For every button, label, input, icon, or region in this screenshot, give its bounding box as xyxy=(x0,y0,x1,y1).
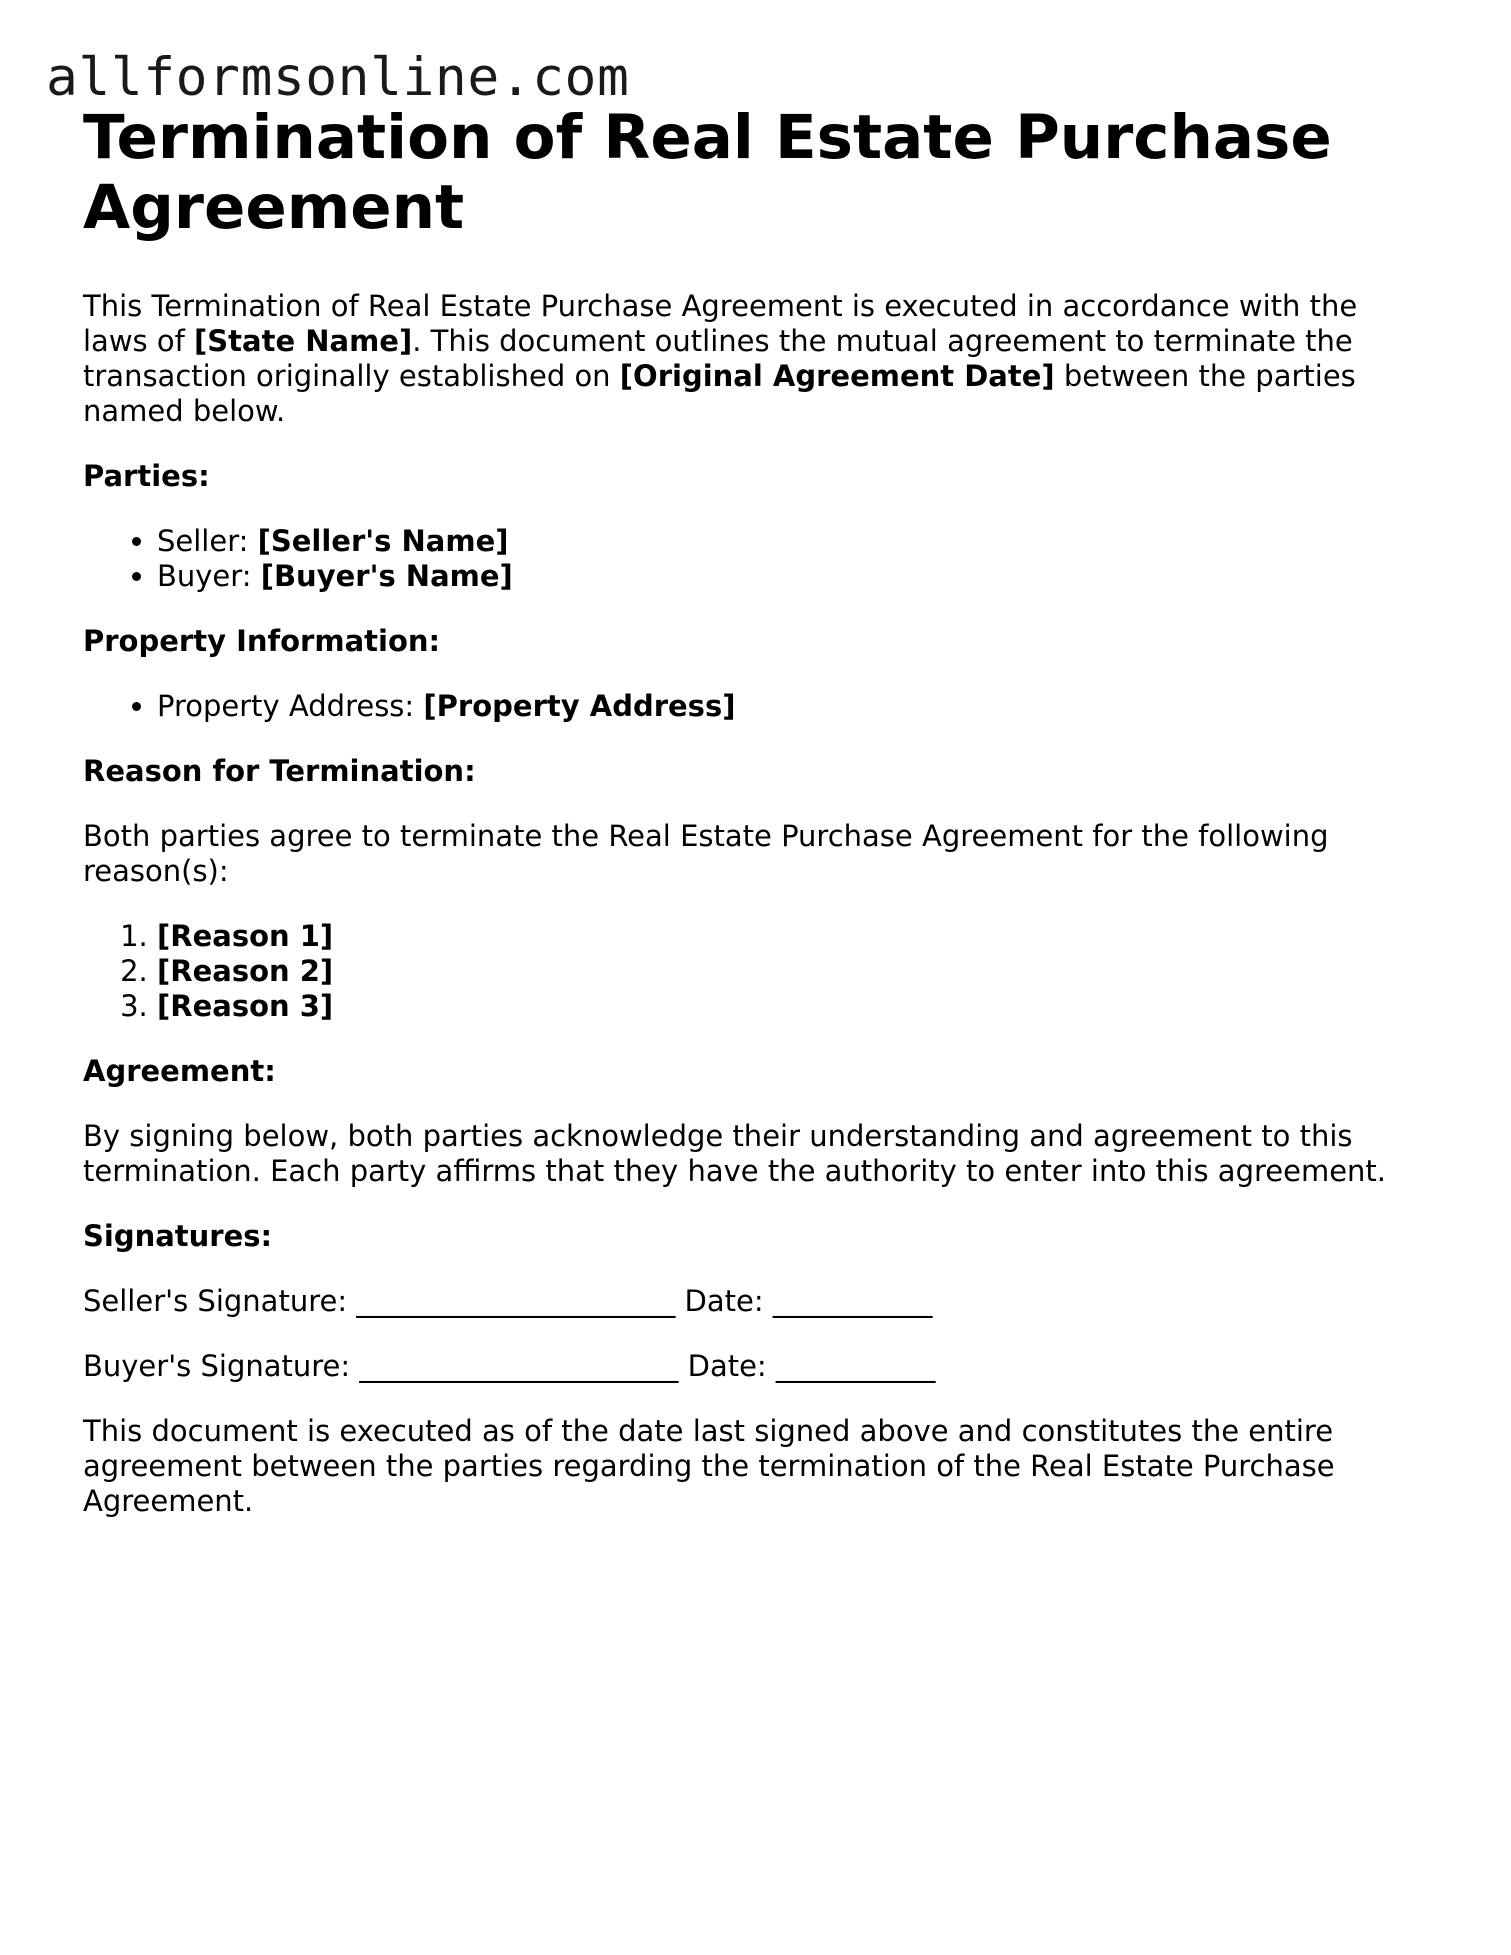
site-watermark: allformsonline.com xyxy=(46,47,630,108)
reason-placeholder: [Reason 1] xyxy=(157,919,334,953)
list-item xyxy=(157,524,1423,559)
reason-heading: Reason for Termination: xyxy=(83,754,476,788)
reason-placeholder: [Reason 3] xyxy=(157,989,334,1023)
seller-label: Seller: xyxy=(157,524,258,558)
property-address-placeholder: [Property Address] xyxy=(423,689,736,723)
intro-text-3: between the parties named below. xyxy=(83,359,1356,428)
list-item xyxy=(157,919,1423,954)
property-address-label: Property Address: xyxy=(157,689,424,723)
buyer-label: Buyer: xyxy=(157,559,261,593)
list-item xyxy=(157,989,1423,1024)
reason-list xyxy=(83,919,1423,1024)
property-heading: Property Information: xyxy=(83,624,441,658)
list-item xyxy=(157,954,1423,989)
signatures-heading: Signatures: xyxy=(83,1219,273,1253)
original-agreement-date-placeholder: [Original Agreement Date] xyxy=(619,359,1055,393)
agreement-paragraph: By signing below, both parties acknowledge their understanding and agreement to this termination. Each party affirms that they have the authority to enter into this agreement. xyxy=(83,1119,1387,1188)
closing-paragraph: This document is executed as of the date last signed above and constitutes the entire agreement between the parties regarding the termination of the Real Estate Purchase Agreement. xyxy=(83,1414,1335,1518)
document-body xyxy=(83,103,1423,1519)
intro-text-1: This Termination of Real Estate Purchase Agreement is executed in accordance with the laws of xyxy=(83,289,1358,358)
buyer-name-placeholder: [Buyer's Name] xyxy=(260,559,513,593)
reason-paragraph: Both parties agree to terminate the Real Estate Purchase Agreement for the following reason(s): xyxy=(83,819,1329,888)
intro-paragraph xyxy=(83,289,1423,429)
document-title: Termination of Real Estate Purchase Agreement xyxy=(83,102,1332,243)
buyer-signature-line: Buyer's Signature: ______________________ Date: ___________ xyxy=(83,1349,936,1383)
parties-list xyxy=(83,524,1423,594)
intro-text-2: . This document outlines the mutual agreement to terminate the transaction originally established on xyxy=(83,324,1353,393)
list-item xyxy=(157,559,1423,594)
parties-heading: Parties: xyxy=(83,459,210,493)
list-item xyxy=(157,689,1423,724)
state-name-placeholder: [State Name] xyxy=(194,324,413,358)
reason-placeholder: [Reason 2] xyxy=(157,954,334,988)
seller-name-placeholder: [Seller's Name] xyxy=(257,524,509,558)
property-list xyxy=(83,689,1423,724)
agreement-heading: Agreement: xyxy=(83,1054,276,1088)
seller-signature-line: Seller's Signature: ______________________ Date: ___________ xyxy=(83,1284,933,1318)
